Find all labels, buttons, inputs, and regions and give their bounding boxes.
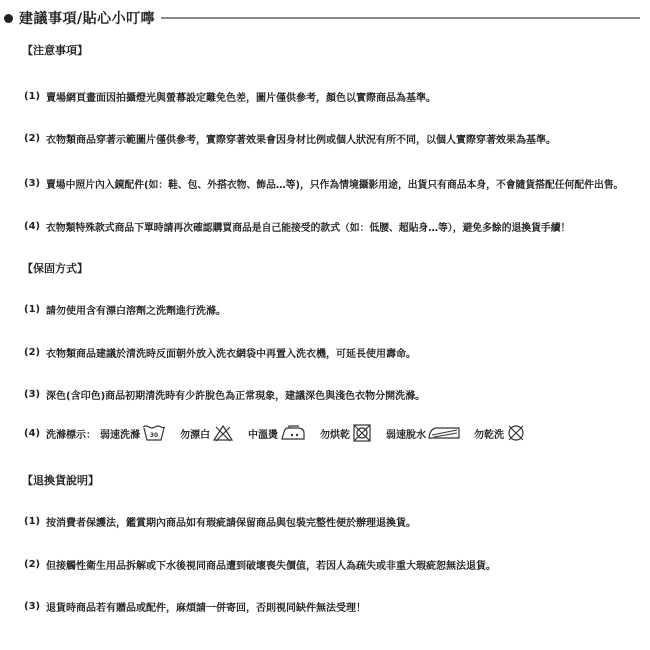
care-symbols-row: (4) 洗滌標示： 弱速洗滌 30 勿漂白 中溫燙 勿烘乾 弱速脫水 勿乾洗 xyxy=(24,424,540,442)
list-item: (2) 但接觸性衛生用品拆解或下水後視同商品遭到破壞喪失價值，若因人為疏失或非重大瑕疵恕無法退貨。 xyxy=(24,559,496,572)
section-title-notes: 【注意事項】 xyxy=(22,44,88,57)
no-dry-clean-icon xyxy=(506,424,526,442)
page-title: 建議事項/貼心小叮嚀 xyxy=(19,11,156,27)
care-no-tumble-dry: 勿烘乾 xyxy=(320,424,372,442)
list-item: (1) 賣場網頁畫面因拍攝燈光與螢幕設定難免色差，圖片僅供參考，顏色以實際商品為基準。 xyxy=(24,91,436,104)
care-medium-iron: 中溫燙 xyxy=(248,424,306,442)
iron-icon xyxy=(280,424,306,442)
care-gentle-wash: 弱速洗滌 30 xyxy=(100,424,166,442)
svg-text:30: 30 xyxy=(149,432,159,439)
list-item: (2) 衣物類商品穿著示範圖片僅供參考，實際穿著效果會因身材比例或個人狀況有所不同，以個人實際穿著效果為基準。 xyxy=(24,133,556,146)
list-item: (1) 請勿使用含有漂白溶劑之洗劑進行洗滌。 xyxy=(24,304,226,317)
gentle-spin-icon xyxy=(428,424,460,442)
section-title-care: 【保固方式】 xyxy=(22,262,88,275)
care-gentle-spin: 弱速脫水 xyxy=(386,424,460,442)
no-tumble-dry-icon xyxy=(352,424,372,442)
care-no-dry-clean: 勿乾洗 xyxy=(474,424,526,442)
wash-tub-icon xyxy=(142,424,166,442)
care-no-bleach: 勿漂白 xyxy=(180,424,234,442)
no-bleach-icon xyxy=(212,424,234,442)
list-item: (3) 賣場中照片內入鏡配件(如：鞋、包、外搭衣物、飾品…等)，只作為情境攝影用途，出貨只有商品本身，不會隨貨搭配任何配件出售。 xyxy=(24,178,624,191)
bullet-icon xyxy=(4,14,13,23)
list-item: (1) 按消費者保護法，鑑賞期內商品如有瑕疵請保留商品與包裝完整性便於辦理退換貨。 xyxy=(24,516,416,529)
list-item: (3) 深色(含印色)商品初期清洗時有少許脫色為正常現象，建議深色與淺色衣物分開洗滌。 xyxy=(24,389,426,402)
section-header xyxy=(4,8,640,28)
header-divider xyxy=(161,17,640,19)
list-item: (2) 衣物類商品建議於清洗時反面朝外放入洗衣網袋中再置入洗衣機，可延長使用壽命。 xyxy=(24,347,416,360)
section-title-returns: 【退換貨說明】 xyxy=(22,474,99,487)
list-item: (3) 退貨時商品若有贈品或配件，麻煩請一併寄回，否則視同缺件無法受理！ xyxy=(24,601,366,614)
list-item: (4) 衣物類特殊款式商品下單時請再次確認購買商品是自己能接受的款式（如：低腰、超貼身…等），避免多餘的退換貨手續！ xyxy=(24,221,571,234)
